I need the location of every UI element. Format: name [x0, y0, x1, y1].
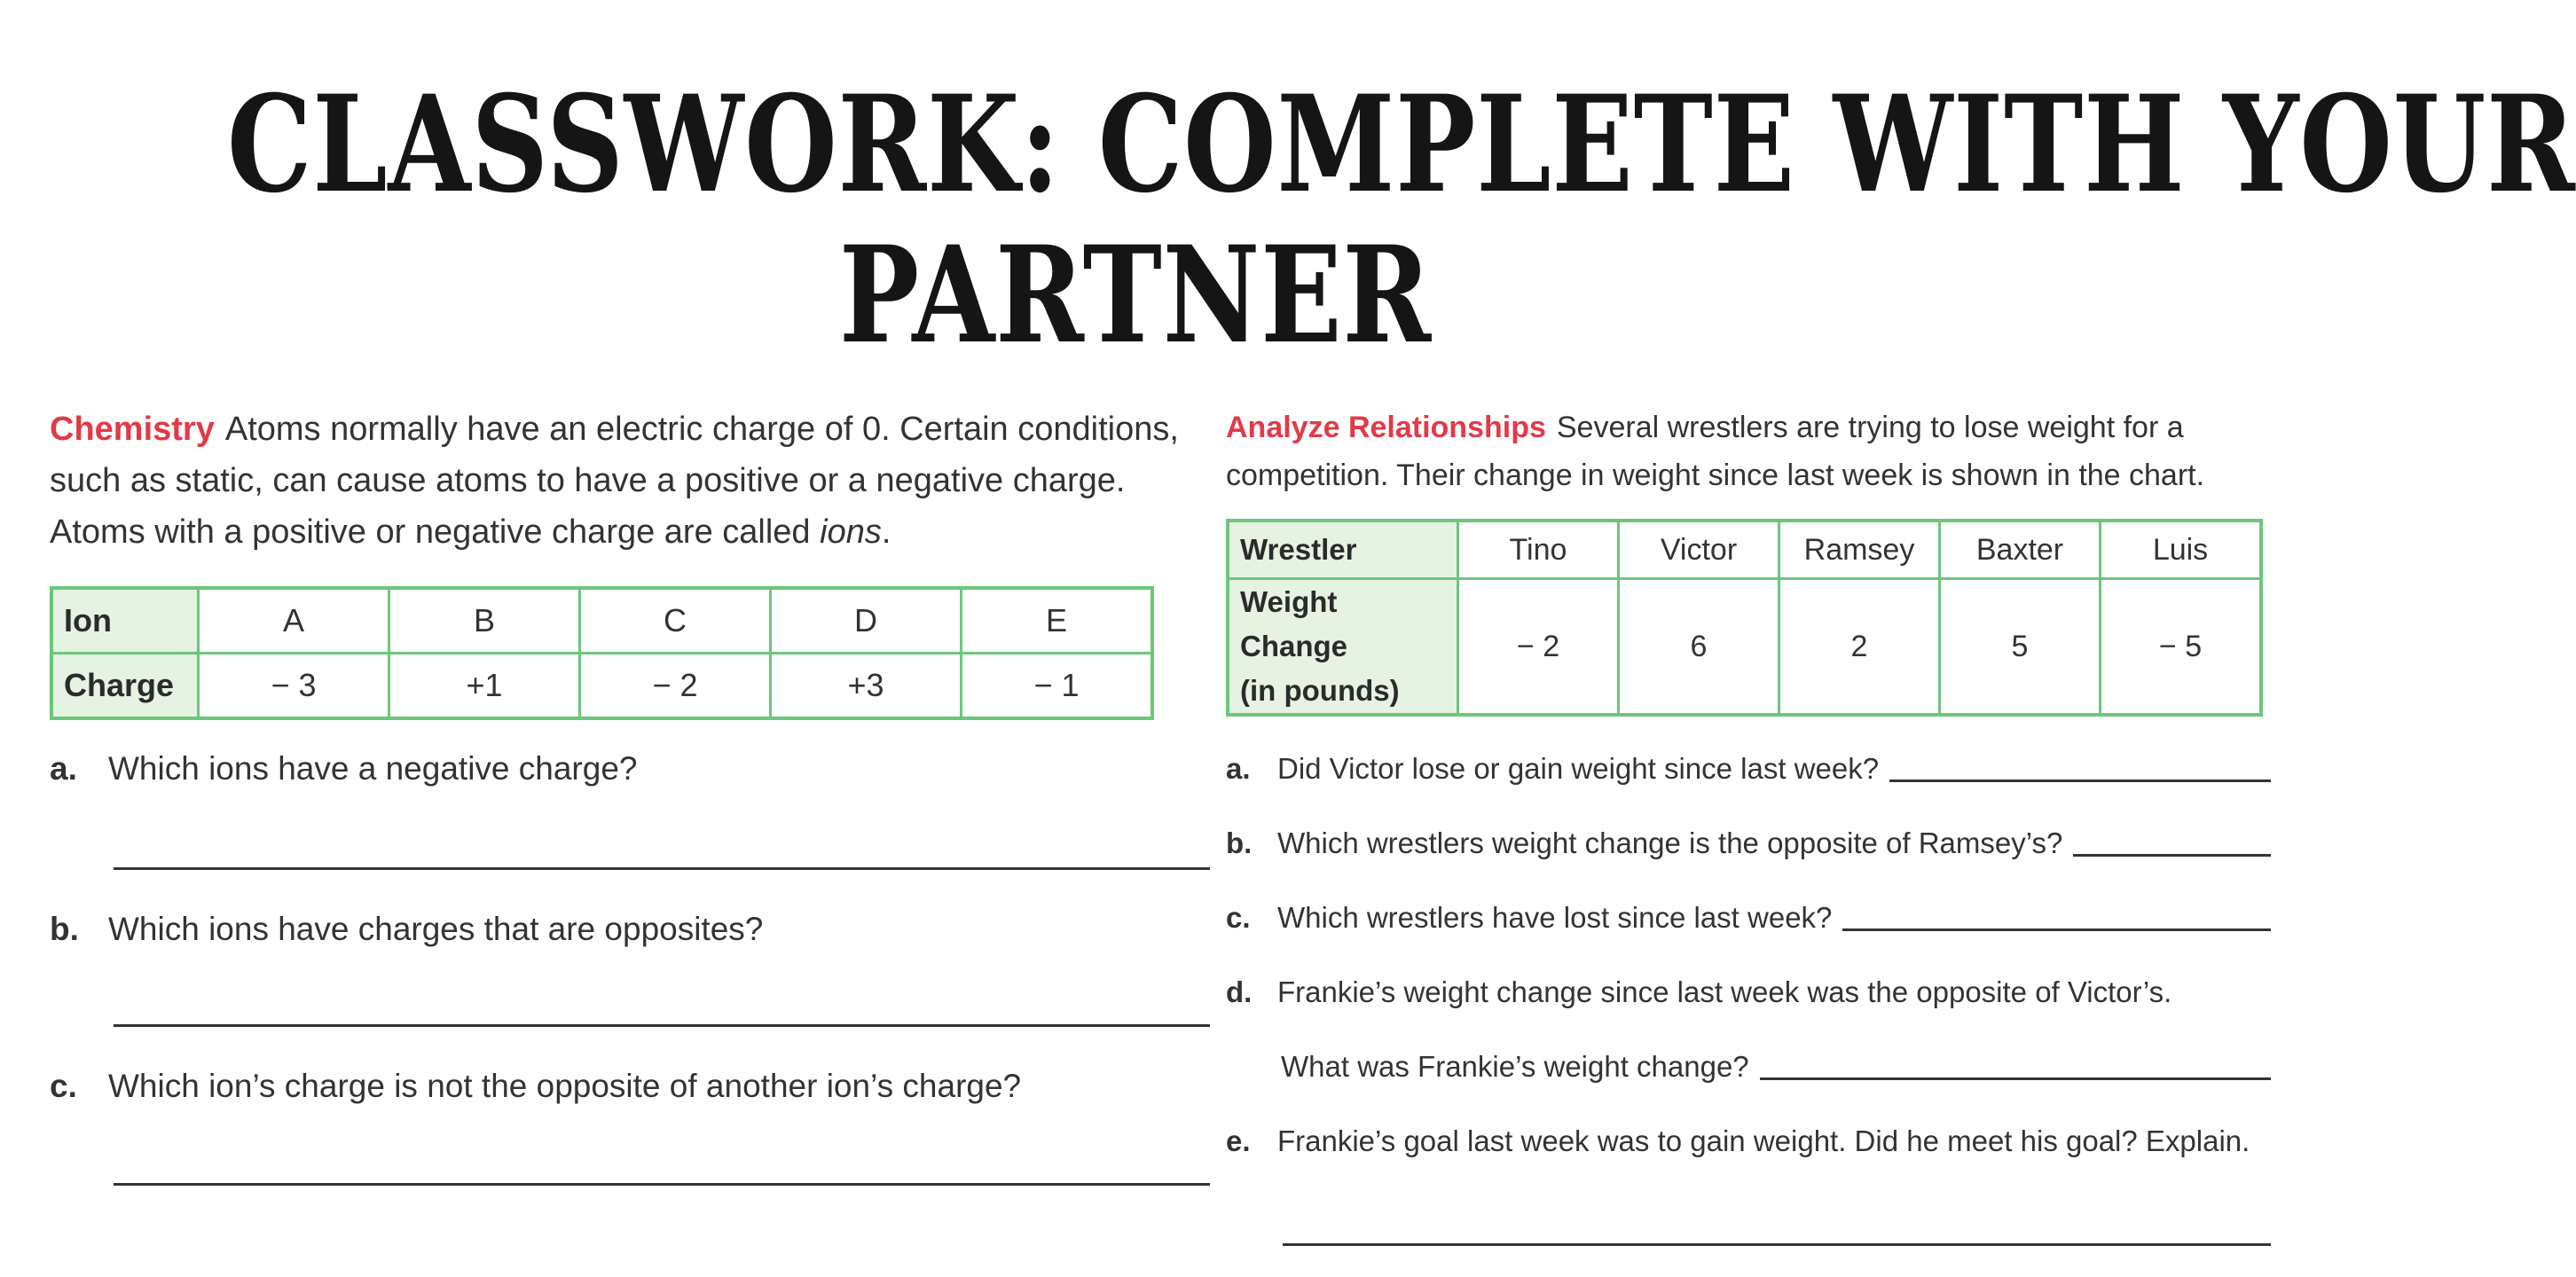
- analyze-question-b: [1226, 786, 2271, 860]
- weight-change-header-line-2: (in pounds): [1240, 674, 1400, 707]
- charge-row: [51, 654, 1152, 719]
- ion-cell: B: [389, 588, 580, 654]
- analyze-section: [1226, 403, 2271, 1246]
- ion-row: [51, 588, 1152, 654]
- chemistry-intro-end: .: [881, 513, 891, 551]
- chem-answer-line-c[interactable]: [114, 1105, 1210, 1186]
- analyze-question-e: [1226, 1084, 2271, 1158]
- chemistry-intro-ions: ions: [820, 513, 882, 551]
- analyze-answer-line-c[interactable]: [1842, 928, 2271, 931]
- question-letter: d.: [1226, 975, 1253, 1008]
- analyze-question-d-sub: [1226, 1009, 2271, 1084]
- ion-cell: A: [199, 588, 389, 654]
- ion-row-header: Ion: [51, 588, 199, 654]
- weight-change-cell: 2: [1779, 579, 1940, 716]
- charge-cell: +3: [771, 654, 962, 719]
- question-text: Frankie’s weight change since last week was the opposite of Victor’s.: [1277, 975, 2172, 1008]
- question-letter: c.: [1226, 901, 1251, 934]
- page-title-line-2: PARTNER: [838, 217, 1432, 373]
- ion-charge-table: [50, 586, 1154, 720]
- chem-question-b: [50, 911, 1203, 948]
- ion-cell: E: [962, 588, 1153, 654]
- wrestler-weight-table: [1226, 519, 2263, 717]
- weight-change-row: [1228, 579, 2261, 716]
- analyze-answer-line-e[interactable]: [1283, 1158, 2271, 1246]
- wrestler-cell: Victor: [1619, 521, 1779, 579]
- weight-change-cell: − 5: [2101, 579, 2262, 716]
- question-letter: b.: [1226, 827, 1253, 859]
- chemistry-label: Chemistry: [50, 411, 215, 448]
- question-letter: b.: [50, 911, 79, 947]
- question-text: Which ion’s charge is not the opposite of another ion’s charge?: [108, 1068, 1022, 1104]
- question-text: Which wrestlers weight change is the opposite of Ramsey’s?: [1277, 827, 2063, 859]
- charge-row-header: Charge: [51, 654, 199, 719]
- chem-answer-line-b[interactable]: [114, 948, 1210, 1027]
- question-text: Which wrestlers have lost since last week?: [1277, 901, 1833, 934]
- question-text: Which ions have a negative charge?: [108, 750, 638, 787]
- weight-change-cell: − 2: [1458, 579, 1619, 716]
- wrestler-cell: Luis: [2101, 521, 2262, 579]
- question-letter: e.: [1226, 1124, 1251, 1157]
- page-title-line-1: CLASSWORK: COMPLETE WITH YOUR: [227, 67, 2576, 223]
- question-text: Which ions have charges that are opposites?: [108, 911, 764, 947]
- weight-change-row-header: [1228, 579, 1458, 716]
- analyze-answer-line-a[interactable]: [1889, 780, 2271, 782]
- ion-cell: C: [580, 588, 771, 654]
- chemistry-intro: [50, 403, 1203, 558]
- question-subtext: What was Frankie’s weight change?: [1281, 1050, 1749, 1083]
- question-text: Frankie’s goal last week was to gain weight. Did he meet his goal? Explain.: [1277, 1124, 2250, 1157]
- chem-answer-line-a[interactable]: [114, 787, 1210, 870]
- analyze-question-d: [1226, 935, 2271, 1009]
- chem-question-c: [50, 1068, 1203, 1105]
- question-letter: a.: [50, 750, 77, 787]
- analyze-answer-line-d[interactable]: [1760, 1077, 2271, 1080]
- question-letter: c.: [50, 1068, 77, 1104]
- wrestler-row: [1228, 521, 2261, 579]
- ion-cell: D: [771, 588, 962, 654]
- wrestler-cell: Baxter: [1940, 521, 2101, 579]
- analyze-label: Analyze Relationships: [1226, 411, 1546, 444]
- wrestler-cell: Ramsey: [1779, 521, 1940, 579]
- weight-change-header-line-1: Weight Change: [1240, 585, 1348, 662]
- analyze-answer-line-b[interactable]: [2073, 854, 2271, 857]
- chemistry-intro-text: Atoms normally have an electric charge of 0. Certain conditions, such as static, can cause atoms to have a positive or a negative charge. Atoms with a positive or negative charge are called: [50, 411, 1179, 551]
- question-letter: a.: [1226, 752, 1251, 785]
- wrestler-row-header: Wrestler: [1228, 521, 1458, 579]
- chemistry-section: [50, 403, 1203, 1186]
- wrestler-cell: Tino: [1458, 521, 1619, 579]
- page-title: [227, 67, 2576, 373]
- chem-question-a: [50, 750, 1203, 787]
- charge-cell: − 2: [580, 654, 771, 719]
- weight-change-cell: 6: [1619, 579, 1779, 716]
- analyze-intro: [1226, 403, 2271, 499]
- analyze-question-a: [1226, 717, 2271, 786]
- charge-cell: +1: [389, 654, 580, 719]
- weight-change-cell: 5: [1940, 579, 2101, 716]
- charge-cell: − 1: [962, 654, 1153, 719]
- charge-cell: − 3: [199, 654, 389, 719]
- question-text: Did Victor lose or gain weight since last week?: [1277, 752, 1880, 785]
- analyze-question-c: [1226, 860, 2271, 935]
- analyze-intro-text: Several wrestlers are trying to lose weight for a competition. Their change in weight since last week is shown in the chart.: [1226, 411, 2205, 492]
